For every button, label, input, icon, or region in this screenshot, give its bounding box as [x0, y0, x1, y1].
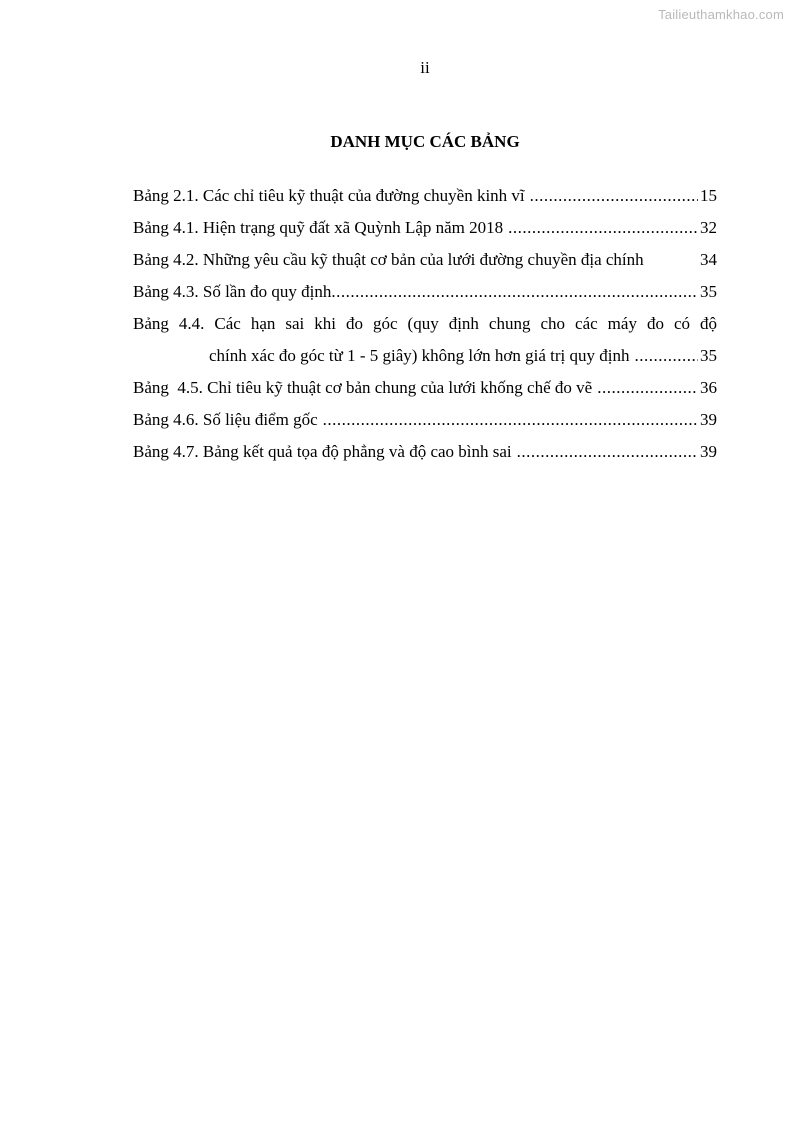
toc-entry[interactable]: [133, 308, 717, 340]
toc-entry-label: Bảng 2.1. Các chỉ tiêu kỹ thuật của đường chuyền kinh vĩ: [133, 186, 525, 205]
toc-entry[interactable]: [133, 180, 717, 212]
toc-entry-page: 36: [700, 378, 717, 397]
toc-entry-label: Bảng 4.2. Những yêu cầu kỹ thuật cơ bản của lưới đường chuyền địa chính: [133, 250, 644, 269]
toc-entry-label: Bảng 4.7. Bảng kết quả tọa độ phẳng và độ cao bình sai: [133, 442, 512, 461]
toc-entry-label: Bảng 4.3. Số lần đo quy định: [133, 282, 332, 301]
toc-entry-label: chính xác đo góc từ 1 - 5 giây) không lớn hơn giá trị quy định: [209, 346, 630, 365]
toc-entry-label: Bảng 4.1. Hiện trạng quỹ đất xã Quỳnh Lập năm 2018: [133, 218, 504, 237]
page-number: ii: [420, 58, 430, 77]
toc-entry-page: 39: [700, 442, 717, 461]
toc-entry[interactable]: [133, 436, 717, 468]
toc-entry-label: Bảng 4.5. Chỉ tiêu kỹ thuật cơ bản chung của lưới khống chế đo vẽ: [133, 378, 593, 397]
toc-entry-page: 32: [700, 218, 717, 237]
leader-dots: [597, 372, 698, 404]
leader-dots: [634, 340, 698, 372]
table-of-contents: [133, 180, 717, 468]
leader-dots: [508, 212, 698, 244]
leader-dots: [530, 180, 698, 212]
toc-entry-label: Bảng 4.4. Các hạn sai khi đo góc (quy định chung cho các máy đo có độ: [133, 314, 717, 333]
toc-entry-continuation[interactable]: [133, 340, 717, 372]
toc-entry-page: 35: [700, 346, 717, 365]
toc-entry-page: 34: [700, 250, 717, 269]
toc-entry[interactable]: [133, 276, 717, 308]
leader-dots: [323, 404, 698, 436]
leader-dots: [517, 436, 698, 468]
page-title: DANH MỤC CÁC BẢNG: [330, 132, 520, 151]
toc-entry-page: 35: [700, 282, 717, 301]
toc-entry-page: 39: [700, 410, 717, 429]
toc-entry[interactable]: [133, 244, 717, 276]
toc-entry[interactable]: [133, 372, 717, 404]
toc-entry[interactable]: [133, 212, 717, 244]
leader-dots: [331, 276, 698, 308]
toc-entry-page: 15: [700, 186, 717, 205]
toc-entry[interactable]: [133, 404, 717, 436]
watermark: Tailieuthamkhao.com: [658, 7, 784, 22]
toc-entry-label: Bảng 4.6. Số liệu điểm gốc: [133, 410, 318, 429]
